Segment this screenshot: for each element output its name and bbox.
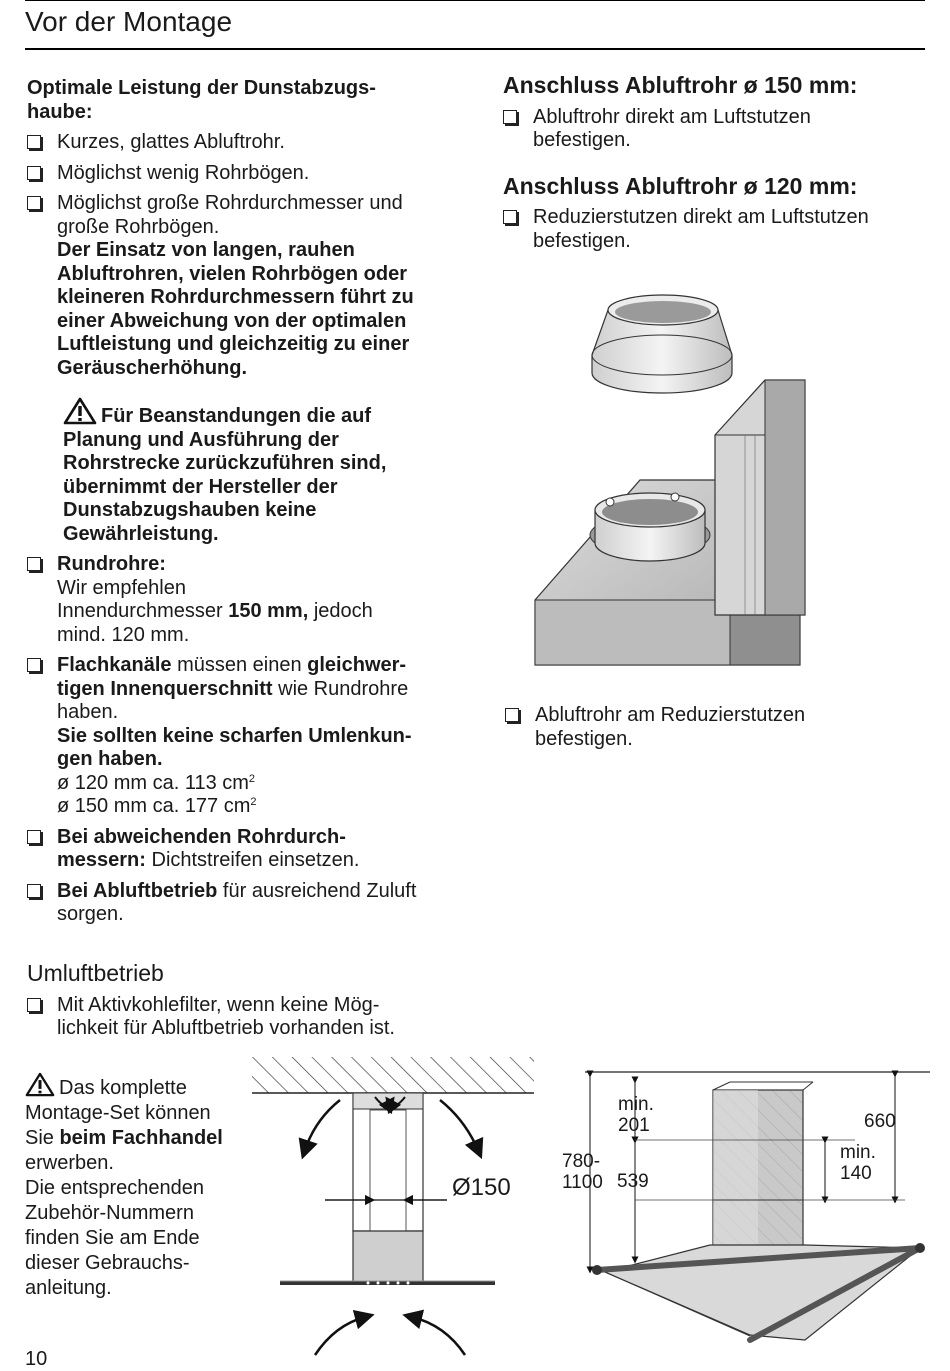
checkbox-bullet-icon: [27, 135, 41, 149]
checkbox-bullet-icon: [503, 210, 517, 224]
right-column: [503, 74, 923, 253]
list-item: Reduzierstutzen direkt am Luftstutzen befestigen.: [503, 206, 923, 253]
umluft-section: [27, 962, 477, 1041]
checkbox-bullet-icon: [503, 110, 517, 124]
dim-539: 539: [617, 1171, 649, 1192]
notice-paragraph: Der Einsatz von langen, rauhen Abluftrohren, vielen Rohrbögen oder kleineren Rohrdurchmessern führt zu einer Abweichung von der optimalen Luftleistung und gleichzeitig zu einer Geräuscherhöhung.: [57, 239, 414, 379]
diameter-label: Ø150: [452, 1174, 511, 1201]
left-column: [27, 77, 457, 927]
checkbox-bullet-icon: [27, 166, 41, 180]
list-item: Möglichst wenig Rohrbögen.: [27, 162, 457, 186]
dim-min-140: min. 140: [840, 1142, 876, 1184]
airflow-diagram: [250, 1055, 540, 1365]
checkbox-bullet-icon: [27, 557, 41, 571]
reducer-illustration: [530, 275, 830, 670]
list-item: Mit Aktivkohlefilter, wenn keine Mög- lichkeit für Abluftbetrieb vorhanden ist.: [27, 994, 477, 1041]
dim-780-1100: 780- 1100: [562, 1151, 603, 1193]
dim-660: 660: [864, 1111, 896, 1132]
checkbox-bullet-icon: [27, 830, 41, 844]
list-item-reduzierstutzen: Abluftrohr am Reduzierstutzen befestigen.: [505, 704, 935, 751]
warning-block: Für Beanstandungen die auf Planung und Ausführung der Rohrstrecke zurückzuführen sind, übernimmt der Hersteller der Dunstabzugshauben keine Gewährleistung.: [27, 397, 457, 546]
list-item-zuluft: Bei Abluftbetrieb für ausreichend Zuluft sorgen.: [27, 880, 457, 927]
list-item-rundrohre: Rundrohre: Wir empfehlen Innendurchmesser 150 mm, jedoch mind. 120 mm.: [27, 553, 457, 647]
dim-min-201: min. 201: [618, 1094, 654, 1136]
umluft-heading: Umluftbetrieb: [27, 960, 164, 986]
list-item: Abluftrohr direkt am Luftstutzen befestigen.: [503, 106, 923, 153]
checkbox-bullet-icon: [27, 658, 41, 672]
heading-150: Anschluss Abluftrohr ø 150 mm:: [503, 72, 858, 98]
top-rule: [25, 0, 925, 1]
warning-triangle-icon: [25, 1072, 55, 1097]
list-item-flachkanaele: Flachkanäle müssen einen gleichwer- tigen Innenquerschnitt wie Rundrohre haben. Sie sollten keine scharfen Umlenkun- gen haben. ø 120 mm ca. 113 $cm^2$ ø 150 mm ca. 177 $cm^2$: [27, 654, 457, 819]
montage-set-note: Das komplette Montage-Set können Sie beim Fachhandel erwerben. Die entsprechenden Zubehör-Nummern finden Sie am Ende dieser Gebrauchs- anleitung.: [25, 1072, 265, 1301]
checkbox-bullet-icon: [505, 708, 519, 722]
page-title: Vor der Montage: [25, 6, 233, 37]
header-rule: [25, 48, 925, 50]
section-heading: Optimale Leistung der Dunstabzugs- haube:: [27, 77, 376, 123]
warning-triangle-icon: [63, 397, 97, 425]
page-number: 10: [25, 1348, 48, 1370]
list-item: Kurzes, glattes Abluftrohr.: [27, 131, 457, 155]
checkbox-bullet-icon: [27, 884, 41, 898]
checkbox-bullet-icon: [27, 998, 41, 1012]
list-item: Möglichst große Rohrdurchmesser und große Rohrbögen.: [27, 192, 457, 239]
checkbox-bullet-icon: [27, 196, 41, 210]
heading-120: Anschluss Abluftrohr ø 120 mm:: [503, 172, 858, 199]
dimension-diagram: [555, 1060, 935, 1360]
list-item-dichtstreifen: Bei abweichenden Rohrdurch- messern: Dichtstreifen einsetzen.: [27, 826, 457, 873]
